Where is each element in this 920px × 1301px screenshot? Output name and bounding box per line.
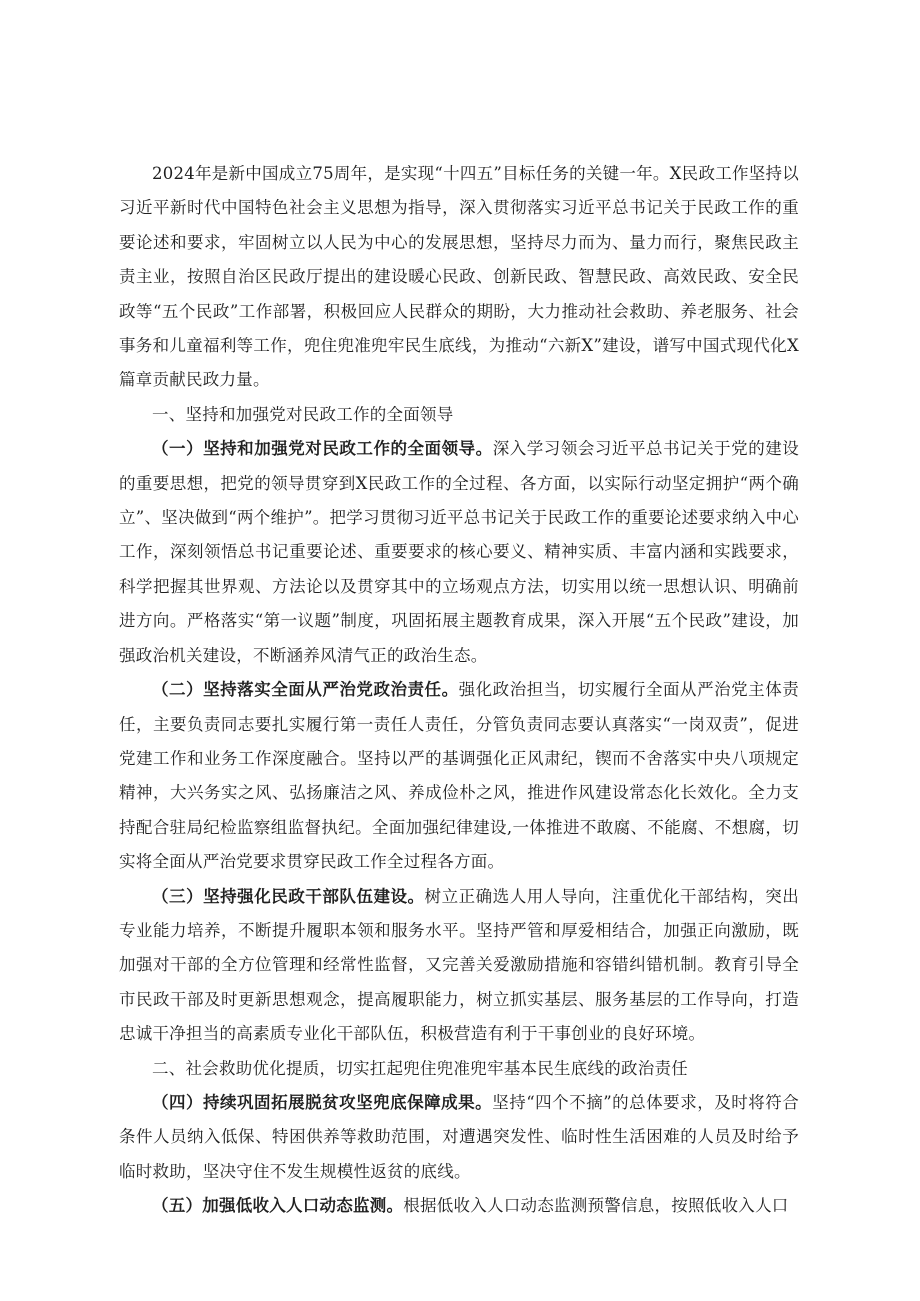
item-paragraph-1 bbox=[119, 432, 799, 673]
item-paragraph-4 bbox=[119, 1086, 799, 1189]
item-body-2: 强化政治担当，切实履行全面从严治党主体责任，主要负责同志要扎实履行第一责任人责任，分管负责同志要认真落实“一岗双责”，促进党建工作和业务工作深度融合。坚持以严的基调强化正风肃纪，锲而不舍落实中央八项规定精神，大兴务实之风、弘扬廉洁之风、养成俭朴之风，推进作风建设常态化长效化。全力支持配合驻局纪检监察组监督执纪。全面加强纪律建设,一体推进不敢腐、不能腐、不想腐，切实将全面从严治党要求贯穿民政工作全过程各方面。 bbox=[119, 680, 800, 872]
document-page bbox=[119, 157, 799, 1224]
item-paragraph-2 bbox=[119, 673, 799, 879]
item-paragraph-5 bbox=[119, 1189, 799, 1223]
item-body-1: 深入学习领会习近平总书记关于党的建设的重要思想，把党的领导贯穿到X民政工作的全过程、各方面，以实际行动坚定拥护“两个确立”、坚决做到“两个维护”。把学习贯彻习近平总书记关于民政工作的重要论述要求纳入中心工作，深刻领悟总书记重要论述、重要要求的核心要义、精神实质、丰富内涵和实践要求，科学把握其世界观、方法论以及贯穿其中的立场观点方法，切实用以统一思想认识、明确前进方向。严格落实“第一议题”制度，巩固拓展主题教育成果，深入开展“五个民政”建设，加强政治机关建设，不断涵养风清气正的政治生态。 bbox=[119, 439, 800, 665]
item-lead-4: （四）持续巩固拓展脱贫攻坚兜底保障成果。 bbox=[152, 1092, 493, 1112]
item-body-3: 树立正确选人用人导向，注重优化干部结构，突出专业能力培养，不断提升履职本领和服务水平。坚持严管和厚爱相结合，加强正向激励，既加强对干部的全方位管理和经常性监督，又完善关爱激励措施和容错纠错机制。教育引导全市民政干部及时更新思想观念，提高履职能力，树立抓实基层、服务基层的工作导向，打造忠诚干净担当的高素质专业化干部队伍，积极营造有利于干事创业的良好环境。 bbox=[119, 886, 800, 1044]
item-body-5: 根据低收入人口动态监测预警信息，按照低收入人口 bbox=[403, 1196, 789, 1216]
item-paragraph-3 bbox=[119, 880, 799, 1052]
item-body-4: 坚持“四个不摘”的总体要求，及时将符合条件人员纳入低保、特困供养等救助范围，对遭遇突发性、临时性生活困难的人员及时给予临时救助，坚决守住不发生规模性返贫的底线。 bbox=[119, 1092, 800, 1181]
item-lead-1: （一）坚持和加强党对民政工作的全面领导。 bbox=[152, 439, 493, 459]
section-heading-1: 一、坚持和加强党对民政工作的全面领导 bbox=[152, 404, 454, 424]
item-lead-2: （二）坚持落实全面从严治党政治责任。 bbox=[152, 680, 459, 700]
intro-paragraph: 2024年是新中国成立75周年，是实现“十四五”目标任务的关键一年。X民政工作坚持以习近平新时代中国特色社会主义思想为指导，深入贯彻落实习近平总书记关于民政工作的重要论述和要求，牢固树立以人民为中心的发展思想，坚持尽力而为、量力而行，聚焦民政主责主业，按照自治区民政厅提出的建设暖心民政、创新民政、智慧民政、高效民政、安全民政等“五个民政”工作部署，积极回应人民群众的期盼，大力推动社会救助、养老服务、社会事务和儿童福利等工作，兜住兜准兜牢民生底线，为推动“六新X”建设，谱写中国式现代化X篇章贡献民政力量。 bbox=[119, 164, 799, 390]
section-heading-2: 二、社会救助优化提质，切实扛起兜住兜准兜牢基本民生底线的政治责任 bbox=[152, 1058, 688, 1078]
item-lead-3: （三）坚持强化民政干部队伍建设。 bbox=[152, 886, 425, 906]
item-lead-5: （五）加强低收入人口动态监测。 bbox=[152, 1196, 404, 1216]
